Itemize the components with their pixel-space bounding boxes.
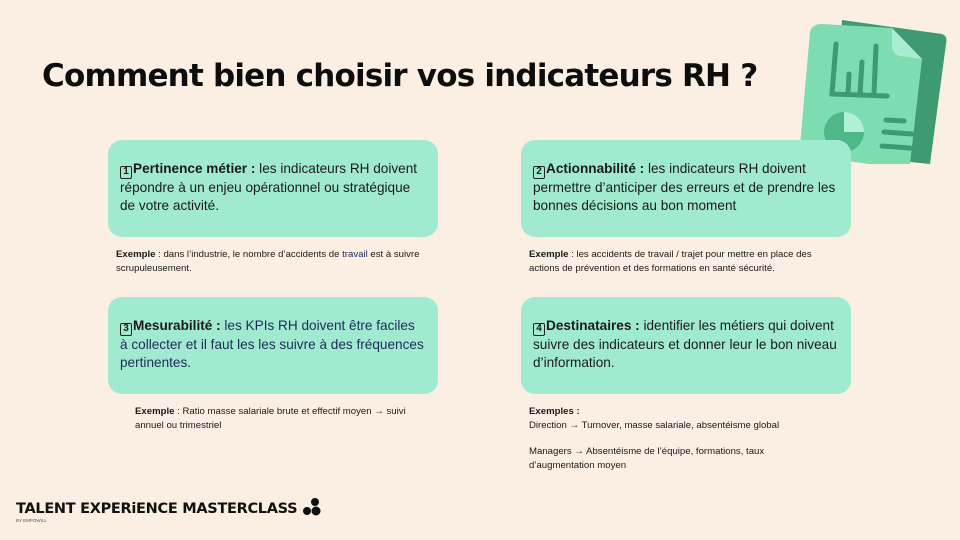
example-1 — [116, 248, 426, 276]
card-heading: Pertinence métier : — [133, 161, 256, 176]
example-4 — [529, 405, 819, 473]
example-text: : Ratio masse salariale brute et effectif moyen → suivi annuel ou trimestriel — [135, 406, 406, 431]
example-managers: Managers → Absentéisme de l’équipe, formations, taux d’augmentation moyen — [529, 446, 765, 471]
card-actionnabilite — [521, 140, 851, 237]
number-1-icon: 1 — [120, 166, 132, 179]
example-text: : les accidents de travail / trajet pour mettre en place des actions de prévention et des formations en santé sécurité. — [529, 249, 812, 274]
byline: BY EMPOWILL — [16, 518, 47, 523]
example-text: : dans l’industrie, le nombre d’accidents de — [155, 249, 343, 260]
card-mesurabilite — [108, 297, 438, 394]
card-pertinence — [108, 140, 438, 237]
example-label: Exemple — [135, 406, 175, 417]
example-label: Exemples : — [529, 406, 580, 417]
number-2-icon: 2 — [533, 166, 545, 179]
number-4-icon: 4 — [533, 323, 545, 336]
card-text: les indicateurs RH doivent répondre à un enjeu opérationnel ou stratégique de votre activité. — [120, 161, 418, 213]
card-heading: Destinataires : — [546, 318, 640, 333]
example-label: Exemple — [116, 249, 156, 260]
card-text: les indicateurs RH doivent permettre d’anticiper des erreurs et de prendre les bonnes décisions au bon moment — [533, 161, 836, 213]
card-destinataires — [521, 297, 851, 394]
example-text-rest: est à suivre scrupuleusement. — [116, 249, 420, 274]
example-highlight: travail — [342, 249, 368, 260]
example-label: Exemple — [529, 249, 569, 260]
number-3-icon: 3 — [120, 323, 132, 336]
card-text: identifier les métiers qui doivent suivre des indicateurs et donner leur le bon niveau d’information. — [533, 318, 837, 370]
example-2 — [529, 248, 844, 276]
example-direction: Direction → Turnover, masse salariale, absentéisme global — [529, 420, 780, 431]
card-heading: Mesurabilité : — [133, 318, 221, 333]
brand-dots-icon — [302, 498, 322, 516]
brand-logo — [16, 498, 322, 517]
example-3 — [135, 405, 420, 433]
card-heading: Actionnabilité : — [546, 161, 645, 176]
card-text: les KPIs RH doivent être faciles à collecter et il faut les les suivre à des fréquences pertinentes. — [120, 318, 424, 370]
page-title: Comment bien choisir vos indicateurs RH ? — [42, 58, 758, 94]
brand-name: TALENT EXPERiENCE MASTERCLASS — [16, 501, 298, 517]
